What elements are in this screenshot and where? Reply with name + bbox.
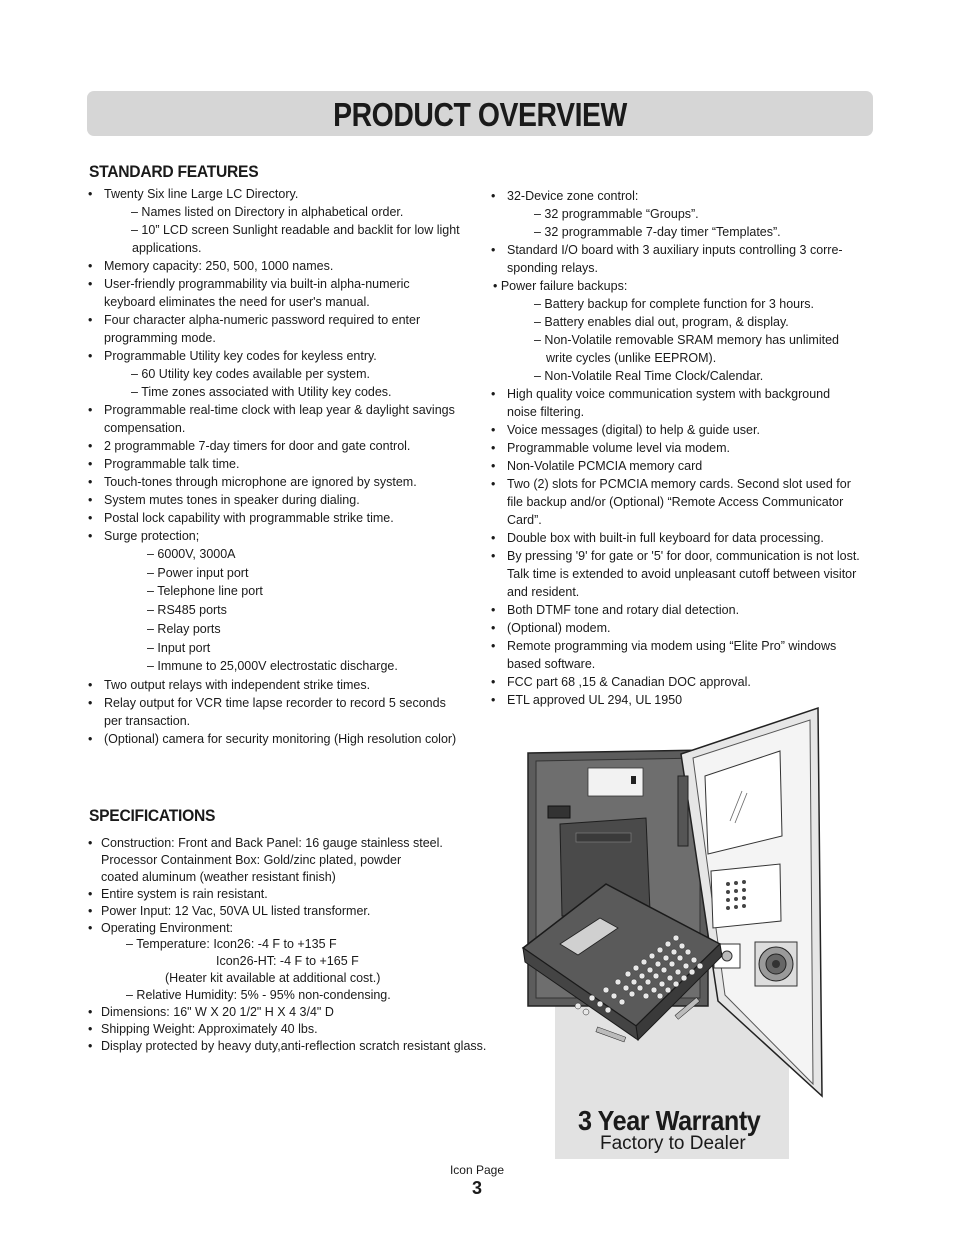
warranty-subtitle: Factory to Dealer (600, 1133, 746, 1154)
list-item: • 2 programmable 7-day timers for door and gate control. (88, 437, 460, 455)
list-item: • Non-Volatile PCMCIA memory card (491, 457, 860, 475)
list-subitem: – Relay ports (147, 621, 221, 636)
list-item: • (Optional) camera for security monitoring (High resolution color) (88, 730, 460, 748)
list-continuation: per transaction. (104, 713, 191, 728)
list-subitem: – Power input port (147, 565, 249, 580)
list-item: • Postal lock capability with programmable strike time. (88, 509, 460, 527)
list-item: • System mutes tones in speaker during dialing. (88, 491, 460, 509)
product-illustration (518, 706, 823, 1106)
list-item: • Power failure backups: (493, 279, 628, 293)
list-continuation: file backup and/or (Optional) “Remote Access Communicator (507, 495, 844, 509)
list-continuation: and resident. (507, 585, 580, 599)
list-item: • Shipping Weight: Approximately 40 lbs. (88, 1021, 486, 1038)
features-right-column (491, 187, 860, 709)
list-item: • 32-Device zone control: (491, 187, 860, 205)
list-continuation: keyboard eliminates the need for user's manual. (104, 295, 370, 309)
list-item: • Surge protection; (88, 527, 460, 545)
list-subitem: – Temperature: Icon26: -4 F to +135 F (126, 937, 337, 952)
list-subitem: – Non-Volatile removable SRAM memory has unlimited (534, 333, 839, 347)
title-bar (87, 91, 873, 136)
surge-protection-list (88, 545, 460, 676)
list-continuation: Processor Containment Box: Gold/zinc plated, powder (101, 852, 402, 867)
list-item: • Programmable real-time clock with leap year & daylight savings (88, 401, 460, 419)
list-item: • Two output relays with independent strike times. (88, 676, 460, 694)
list-item: • Programmable Utility key codes for keyless entry. (88, 347, 460, 365)
list-item: • Remote programming via modem using “Elite Pro” windows (491, 637, 860, 655)
list-continuation: sponding relays. (507, 261, 599, 275)
list-subitem: – 32 programmable 7-day timer “Templates”. (534, 225, 781, 239)
list-item: • Standard I/O board with 3 auxiliary inputs controlling 3 corre- (491, 241, 860, 259)
list-subitem: – 10” LCD screen Sunlight readable and backlit for low light (131, 223, 460, 237)
list-continuation: programming mode. (104, 331, 216, 345)
list-subitem: – 60 Utility key codes available per system. (131, 367, 370, 381)
list-item: • Programmable talk time. (88, 455, 460, 473)
list-item: • By pressing '9' for gate or '5' for door, communication is not lost. (491, 547, 860, 565)
list-continuation: Talk time is extended to avoid unpleasant cutoff between visitor (507, 567, 857, 581)
list-item: • Programmable volume level via modem. (491, 439, 860, 457)
list-subitem: – Telephone line port (147, 584, 263, 599)
list-item: • Voice messages (digital) to help & guide user. (491, 421, 860, 439)
list-continuation: compensation. (104, 421, 186, 435)
list-item: • Four character alpha-numeric password required to enter (88, 311, 460, 329)
list-item: • Relay output for VCR time lapse recorder to record 5 seconds (88, 694, 460, 712)
list-subitem: – Battery enables dial out, program, & display. (534, 315, 789, 329)
list-item: • High quality voice communication system with background (491, 385, 860, 403)
list-item: • Two (2) slots for PCMCIA memory cards. Second slot used for (491, 475, 860, 493)
list-subitem: – Battery backup for complete function for 3 hours. (534, 297, 815, 311)
list-item: • (Optional) modem. (491, 619, 860, 637)
list-item: • ETL approved UL 294, UL 1950 (491, 691, 860, 709)
list-item: • Power Input: 12 Vac, 50VA UL listed transformer. (88, 903, 486, 920)
list-item: • Touch-tones through microphone are ignored by system. (88, 473, 460, 491)
list-item: • Operating Environment: (88, 920, 486, 937)
page-title: PRODUCT OVERVIEW (333, 96, 627, 133)
list-continuation: applications. (132, 241, 202, 255)
standard-features-heading: STANDARD FEATURES (89, 162, 259, 181)
list-item: • Entire system is rain resistant. (88, 886, 486, 903)
list-continuation: write cycles (unlike EEPROM). (546, 351, 717, 365)
specifications-heading: SPECIFICATIONS (89, 806, 216, 825)
page-number: 3 (471, 1178, 482, 1198)
list-subitem: – Relative Humidity: 5% - 95% non-condensing. (126, 988, 391, 1003)
list-subitem: – Names listed on Directory in alphabetical order. (131, 205, 404, 219)
list-item: • Memory capacity: 250, 500, 1000 names. (88, 257, 460, 275)
features-left-column (88, 185, 460, 748)
list-item: • Construction: Front and Back Panel: 16 gauge stainless steel. (88, 835, 486, 852)
list-continuation: Card”. (507, 513, 542, 527)
footer-label: Icon Page (449, 1163, 505, 1177)
list-continuation: coated aluminum (weather resistant finish) (101, 869, 336, 884)
list-subitem: – Input port (147, 640, 211, 655)
list-continuation: based software. (507, 657, 596, 671)
list-subitem: – Immune to 25,000V electrostatic discharge. (147, 659, 398, 674)
list-item: • Both DTMF tone and rotary dial detection. (491, 601, 860, 619)
list-continuation: Icon26-HT: -4 F to +165 F (216, 954, 359, 969)
list-item: • FCC part 68 ,15 & Canadian DOC approval. (491, 673, 860, 691)
list-continuation: (Heater kit available at additional cost.) (165, 971, 381, 986)
list-item: • Double box with built-in full keyboard for data processing. (491, 529, 860, 547)
specifications-list (88, 835, 486, 1055)
list-subitem: – Time zones associated with Utility key codes. (131, 385, 392, 399)
list-item: • Twenty Six line Large LC Directory. (88, 185, 460, 203)
warranty-title: 3 Year Warranty (578, 1105, 761, 1136)
list-item: • Display protected by heavy duty,anti-reflection scratch resistant glass. (88, 1038, 486, 1055)
list-item: • Dimensions: 16" W X 20 1/2" H X 4 3/4" D (88, 1004, 486, 1021)
list-continuation: noise filtering. (507, 405, 585, 419)
list-subitem: – 6000V, 3000A (147, 547, 236, 561)
list-subitem: – RS485 ports (147, 603, 227, 618)
list-item: • User-friendly programmability via built-in alpha-numeric (88, 275, 460, 293)
list-subitem: – Non-Volatile Real Time Clock/Calendar. (534, 369, 764, 383)
list-subitem: – 32 programmable “Groups”. (534, 207, 699, 221)
